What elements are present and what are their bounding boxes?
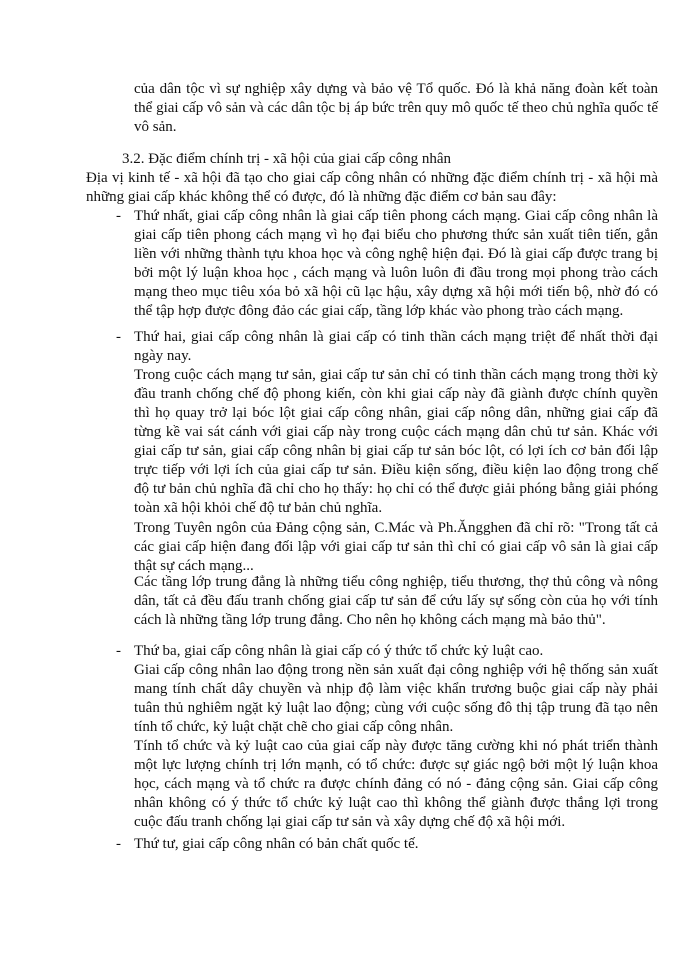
lead-paragraph: Địa vị kinh tế - xã hội đã tạo cho giai cấp công nhân có những đặc điểm chính trị - xã hội mà những giai cấp khác không thể có được, đó là những đặc điểm cơ bản sau đây:: [86, 170, 658, 205]
paragraph-bullet2-1: Trong cuộc cách mạng tư sản, giai cấp tư sản chỉ có tinh thần cách mạng trong thời kỳ đầu tranh chống chế độ phong kiến, còn khi giai cấp này đã giành được chính quyền thì họ quay trở lại bóc lột giai cấp công nhân, giai cấp nông dân, những giai cấp đã từng kề vai sát cánh với giai cấp này trong cuộc cách mạng dân chủ tư sản. Khác với giai cấp tư sản, giai cấp công nhân bị giai cấp tư sản bóc lột, có lợi ích cơ bản đối lập trực tiếp với lợi ích của giai cấp tư sản. Điều kiện sống, điều kiện lao động trong chế độ tư bản chủ nghĩa đã chỉ cho họ thấy: họ chỉ có thể được giải phóng bằng giải phóng toàn xã hội khỏi chế độ tư bản chủ nghĩa.: [134, 367, 658, 516]
paragraph-bullet2-3: Các tầng lớp trung đẳng là những tiểu công nghiệp, tiểu thương, thợ thủ công và nông dân, tất cả đều đấu tranh chống giai cấp tư sản để cứu lấy sự sống còn của họ với tính cách là những tầng lớp trung đẳng. Cho nên họ không cách mạng mà bảo thủ".: [134, 574, 658, 628]
intro-paragraph: của dân tộc vì sự nghiệp xây dựng và bảo vệ Tổ quốc. Đó là khả năng đoàn kết toàn thể giai cấp vô sản và các dân tộc bị áp bức trên quy mô quốc tế theo chủ nghĩa quốc tế vô sản.: [134, 81, 658, 135]
bullet-marker: -: [116, 208, 121, 224]
paragraph-bullet3-1: Giai cấp công nhân lao động trong nền sản xuất đại công nghiệp với hệ thống sản xuất mang tính chất dây chuyền và nhịp độ làm việc khẩn trương buộc giai cấp này phải tuân thủ nghiêm ngặt kỷ luật lao động; cùng với cuộc sống đô thị tập trung đã tạo nên tính tổ chức, kỷ luật chặt chẽ cho giai cấp công nhân.: [134, 662, 658, 735]
section-heading: 3.2. Đặc điểm chính trị - xã hội của giai cấp công nhân: [122, 151, 452, 167]
bullet-marker: -: [116, 329, 121, 345]
bullet-marker: -: [116, 836, 121, 852]
bullet-marker: -: [116, 643, 121, 659]
bullet-text: Thứ hai, giai cấp công nhân là giai cấp có tinh thần cách mạng triệt để nhất thời đại ngày nay.: [134, 329, 658, 364]
bullet-text: Thứ ba, giai cấp công nhân là giai cấp có ý thức tổ chức kỷ luật cao.: [134, 643, 544, 659]
bullet-text: Thứ tư, giai cấp công nhân có bản chất quốc tế.: [134, 836, 419, 852]
paragraph-bullet2-2: Trong Tuyên ngôn của Đảng cộng sản, C.Mác và Ph.Ăngghen đã chỉ rõ: "Trong tất cả các giai cấp hiện đang đối lập với giai cấp tư sản thì chỉ có giai cấp vô sản là giai cấp thật sự cách mạng...: [134, 520, 658, 574]
paragraph-bullet3-2: Tính tổ chức và kỷ luật cao của giai cấp này được tăng cường khi nó phát triển thành một lực lượng chính trị lớn mạnh, có tổ chức: được sự giác ngộ bởi một lý luận khoa học, cách mạng và tổ chức ra được chính đảng có nó - đảng cộng sản. Giai cấp công nhân không có ý thức tổ chức kỷ luật cao thì không thể giành được thắng lợi trong cuộc đấu tranh chống lại giai cấp tư sản và xây dựng chế độ xã hội mới.: [134, 738, 658, 830]
bullet-text: Thứ nhất, giai cấp công nhân là giai cấp tiên phong cách mạng. Giai cấp công nhân là giai cấp tiên phong cách mạng vì họ đại biểu cho phương thức sản xuất tiên tiến, gắn liền với những thành tựu khoa học và công nghệ hiện đại. Đó là giai cấp được trang bị bởi một lý luận khoa học , cách mạng và luôn luôn đi đầu trong mọi phong trào cách mạng theo mục tiêu xóa bỏ xã hội cũ lạc hậu, xây dựng xã hội mới tiến bộ, nhờ đó có thể tập hợp được đông đảo các giai cấp, tầng lớp khác vào phong trào cách mạng.: [134, 208, 658, 319]
